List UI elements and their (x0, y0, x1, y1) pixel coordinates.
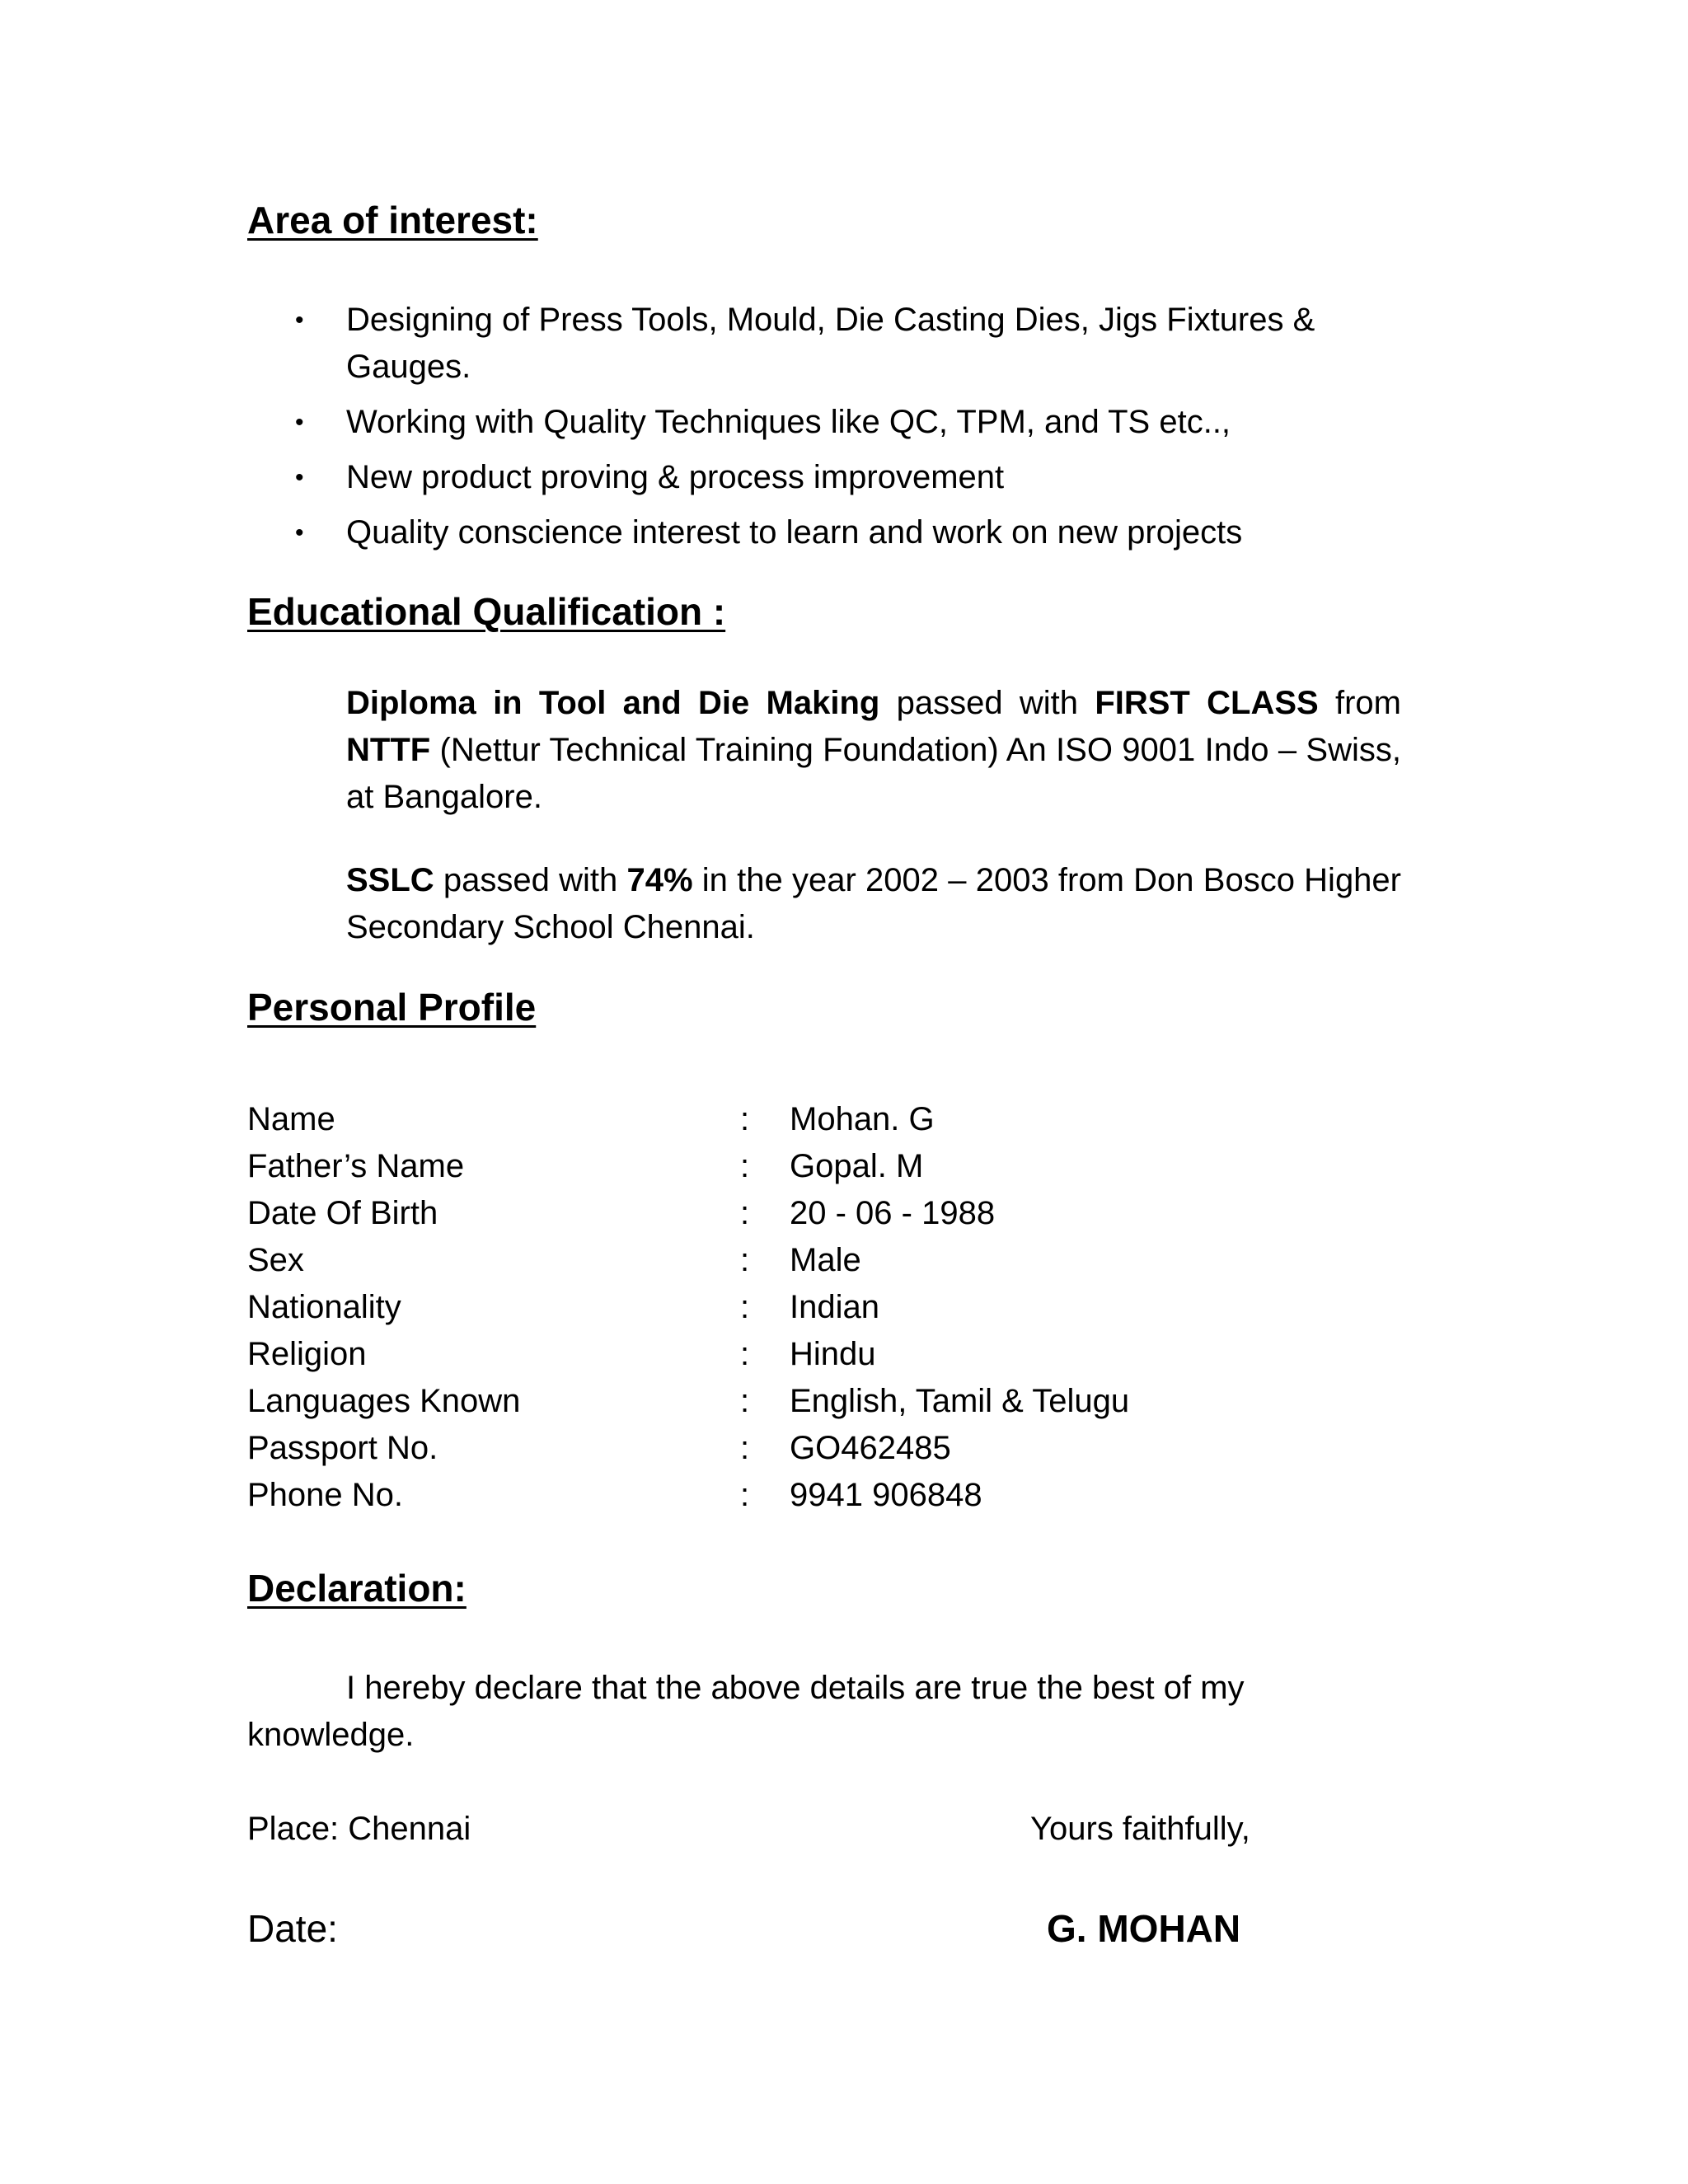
sslc-text: passed with (434, 862, 627, 898)
diploma-text: from (1318, 685, 1401, 721)
profile-separator: : (740, 1477, 750, 1513)
interest-item-text: Working with Quality Techniques like QC, TPM, and TS etc.., (346, 404, 1231, 440)
bullet-icon: • (295, 464, 304, 491)
bullet-icon: • (295, 307, 304, 334)
diploma-text: passed with (879, 685, 1095, 721)
profile-value: Indian (790, 1289, 879, 1325)
date-label: Date: (247, 1907, 338, 1950)
profile-label: Father’s Name (247, 1148, 465, 1184)
interest-item-text: Quality conscience interest to learn and work on new projects (346, 514, 1243, 551)
profile-label: Phone No. (247, 1477, 404, 1513)
profile-label: Date Of Birth (247, 1195, 438, 1231)
profile-value: English, Tamil & Telugu (790, 1383, 1130, 1419)
list-item (247, 509, 1418, 556)
diploma-paragraph (346, 680, 1401, 821)
profile-value: Male (790, 1242, 861, 1278)
profile-value: 9941 906848 (790, 1477, 982, 1513)
bullet-icon: • (295, 409, 304, 436)
profile-value: Gopal. M (790, 1148, 924, 1184)
sslc-title: SSLC (346, 862, 434, 898)
profile-value: 20 - 06 - 1988 (790, 1195, 996, 1231)
profile-value: GO462485 (790, 1430, 951, 1466)
profile-value: Hindu (790, 1336, 876, 1372)
profile-label: Languages Known (247, 1383, 521, 1419)
interest-item-text: New product proving & process improvement (346, 459, 1005, 495)
sslc-paragraph (346, 857, 1401, 951)
declaration-heading: Declaration: (247, 1567, 467, 1610)
profile-separator: : (740, 1148, 750, 1184)
interest-item-text: Designing of Press Tools, Mould, Die Casting Dies, Jigs Fixtures & Gauges. (346, 302, 1315, 385)
personal-profile-heading: Personal Profile (247, 986, 537, 1029)
interest-list (247, 297, 1418, 565)
closing-text: Yours faithfully, (1030, 1811, 1250, 1847)
bullet-icon: • (295, 519, 304, 546)
profile-label: Name (247, 1101, 335, 1137)
profile-label: Nationality (247, 1289, 401, 1325)
profile-label: Sex (247, 1242, 304, 1278)
list-item (247, 454, 1418, 501)
profile-separator: : (740, 1242, 750, 1278)
diploma-title: Diploma in Tool and Die Making (346, 685, 880, 721)
profile-separator: : (740, 1289, 750, 1325)
declaration-text: I hereby declare that the above details are true the best of my knowledge. (247, 1670, 1245, 1753)
profile-label: Religion (247, 1336, 367, 1372)
diploma-class: FIRST CLASS (1095, 685, 1319, 721)
profile-separator: : (740, 1430, 750, 1466)
profile-separator: : (740, 1383, 750, 1419)
area-of-interest-heading: Area of interest: (247, 199, 538, 241)
list-item (247, 399, 1418, 446)
profile-value: Mohan. G (790, 1101, 935, 1137)
place-text: Place: Chennai (247, 1811, 471, 1847)
profile-separator: : (740, 1101, 750, 1137)
list-item (247, 297, 1418, 391)
profile-label: Passport No. (247, 1430, 438, 1466)
sslc-text: in the year 2002 – 2003 from Don Bosco Higher Secondary School Chennai. (346, 862, 1401, 945)
profile-separator: : (740, 1336, 750, 1372)
profile-separator: : (740, 1195, 750, 1231)
education-heading: Educational Qualification : (247, 590, 726, 633)
signature-name: G. MOHAN (1047, 1907, 1241, 1950)
sslc-score: 74% (626, 862, 693, 898)
diploma-institute: NTTF (346, 732, 431, 768)
diploma-text: (Nettur Technical Training Foundation) An ISO 9001 Indo – Swiss, at Bangalore. (346, 732, 1401, 815)
